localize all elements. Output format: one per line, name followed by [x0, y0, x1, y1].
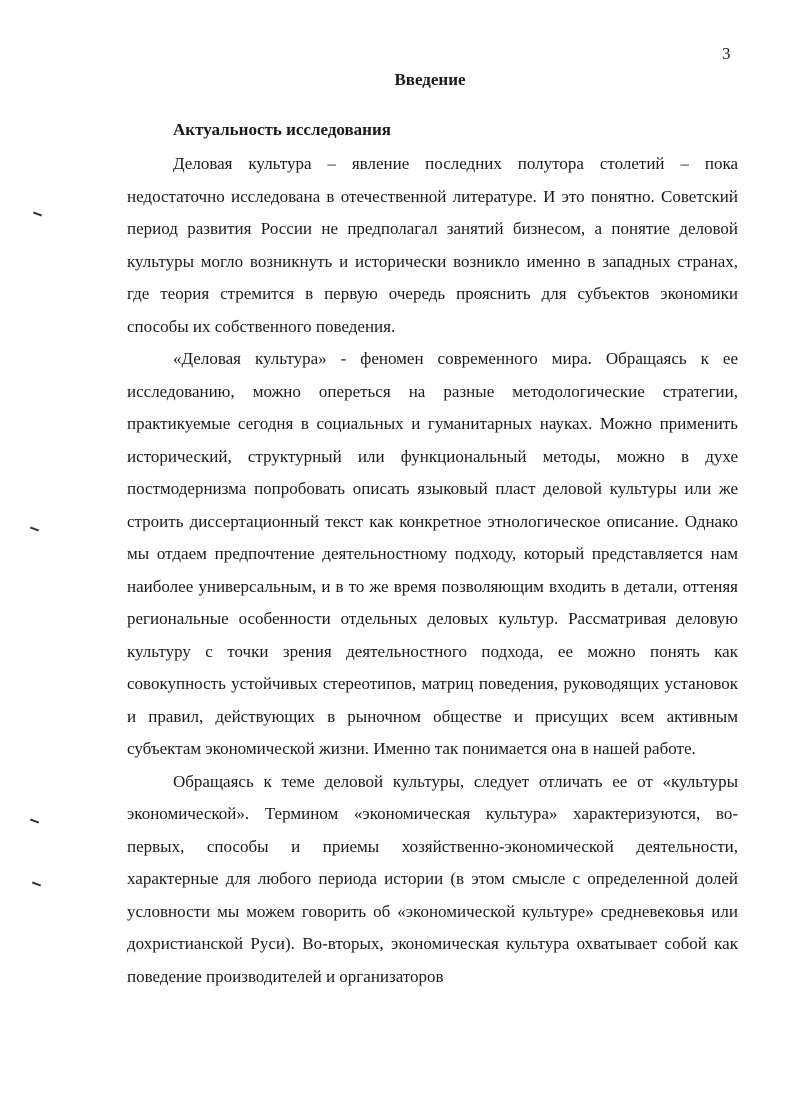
- paragraph-2: «Деловая культура» - феномен современного мира. Обращаясь к ее исследованию, можно опереться на разные методологические стратегии, практикуемые сегодня в социальных и гуманитарных науках. Можно применить исторический, структурный или функциональный методы, можно в духе постмодернизма попробовать описать языковый пласт деловой культуры или же строить диссертационный текст как конкретное этнологическое описание. Однако мы отдаем предпочтение деятельностному подходу, который представляется нам наиболее универсальным, и в то же время позволяющим входить в детали, оттеняя региональные особенности отдельных деловых культур. Рассматривая деловую культуру с точки зрения деятельностного подхода, ее можно понять как совокупность устойчивых стереотипов, матриц поведения, руководящих установок и правил, действующих в рыночном обществе и присущих всем активным субъектам экономической жизни. Именно так понимается она в нашей работе.: [127, 349, 738, 758]
- page-number: 3: [722, 44, 731, 63]
- paragraph-3: Обращаясь к теме деловой культуры, следует отличать ее от «культуры экономической». Термином «экономическая культура» характеризуются, во-первых, способы и приемы хозяйственно-экономической деятельности, характерные для любого периода истории (в этом смысле с определенной долей условности мы можем говорить об «экономической культуре» средневековья или дохристианской Руси). Во-вторых, экономическая культура охватывает собой как поведение производителей и организаторов: [127, 771, 738, 986]
- body-text: [127, 148, 738, 993]
- scan-mark: [33, 212, 42, 217]
- section-title: Актуальность исследования: [173, 120, 391, 139]
- scan-mark: [30, 819, 39, 824]
- scan-mark: [30, 527, 39, 532]
- paragraph-1: Деловая культура – явление последних полутора столетий – пока недостаточно исследована в отечественной литературе. И это понятно. Советский период развития России не предполагал занятий бизнесом, а понятие деловой культуры могло возникнуть и исторически возникло именно в западных странах, где теория стремится в первую очередь прояснить для субъектов экономики способы их собственного поведения.: [127, 154, 738, 336]
- scan-mark: [32, 882, 41, 887]
- page-title: Введение: [394, 70, 466, 89]
